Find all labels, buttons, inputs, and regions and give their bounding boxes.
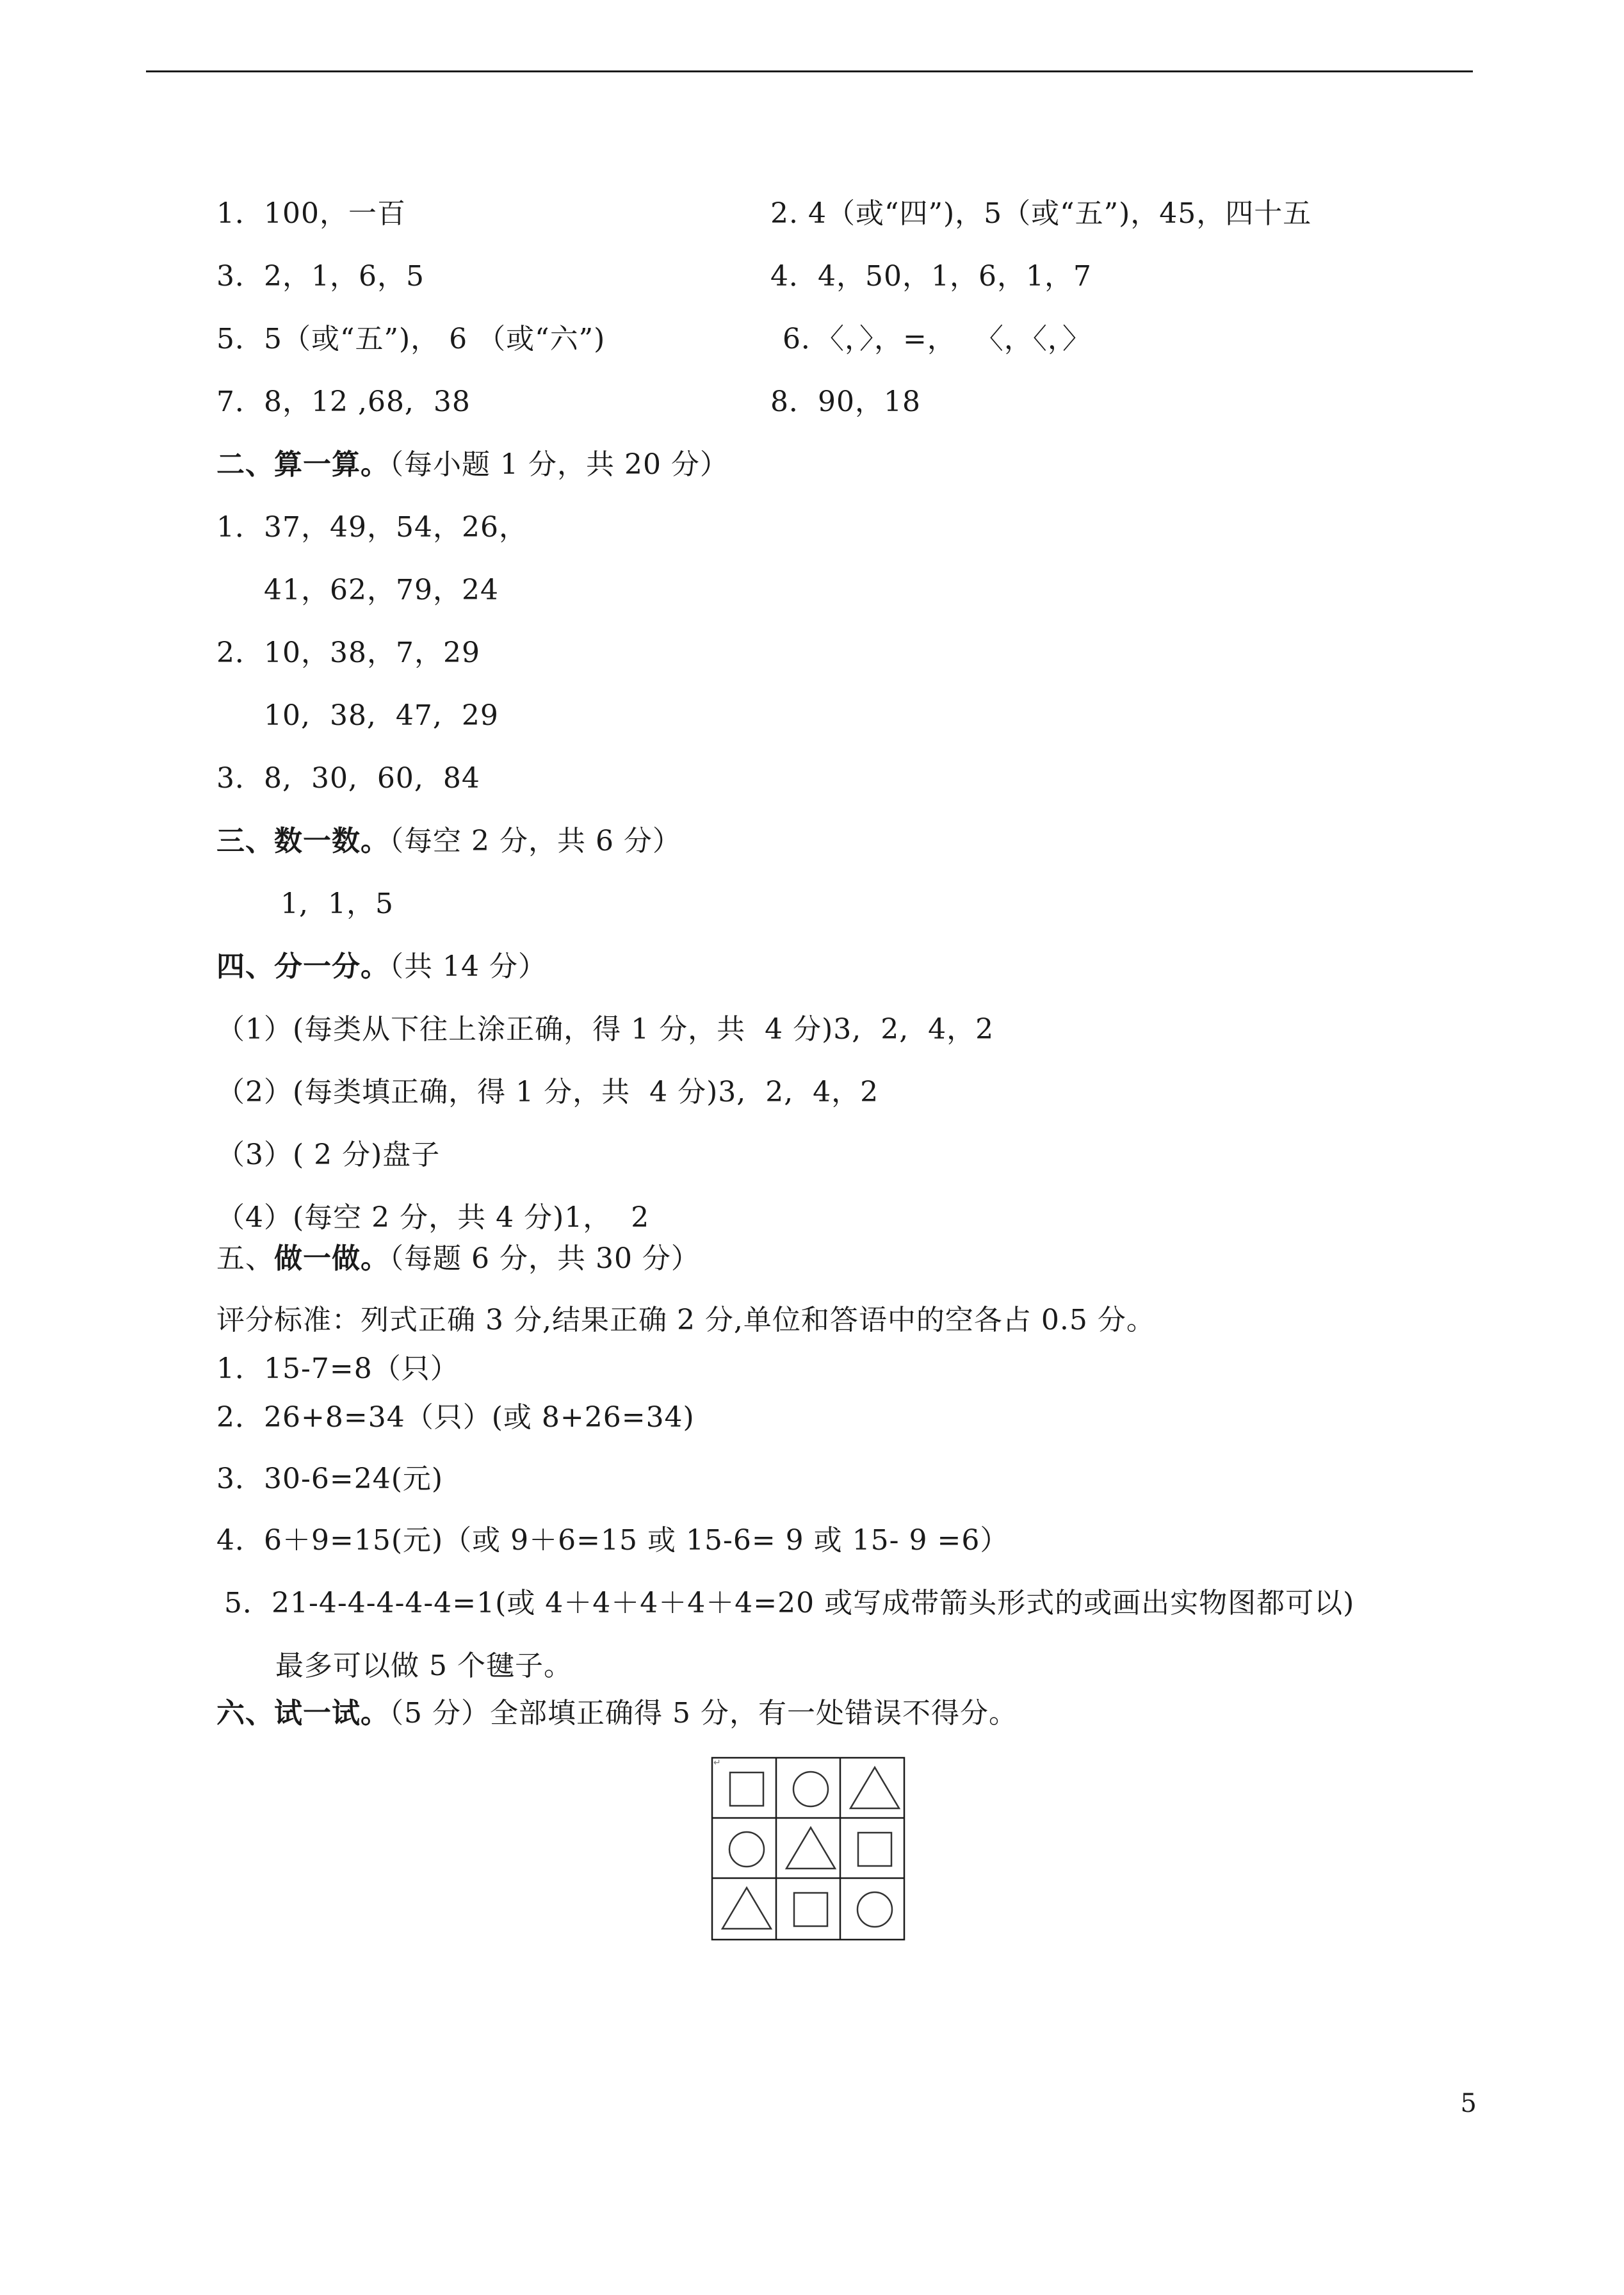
shape-grid [711,1756,905,1941]
section-2-line-3: 2．10，38，7，29 [216,637,480,669]
section-3-heading-line [216,823,681,859]
section-2-heading-line [216,447,729,483]
section-2-line-5: 3．8, 30, 60, 84 [216,762,480,795]
section-4-line-3: （3）( 2 分)盘子 [216,1139,441,1171]
answer-1-4: 4．4，50，1，6，1，7 [770,260,1092,293]
answer-1-1: 1．100，一百 [216,197,406,230]
answer-1-7: 7．8，12 ,68, 38 [216,385,471,418]
section-5-criteria: 评分标准：列式正确 3 分,结果正确 2 分,单位和答语中的空各占 0.5 分。 [216,1304,1155,1336]
square-shape-r1c1 [730,1772,763,1806]
triangle-shape-r1c3 [850,1767,899,1808]
triangle-shape-r2c2 [786,1828,835,1869]
section-2-line-2: 41，62，79，24 [264,574,499,606]
section-5-line-5: 5．21-4-4-4-4-4=1(或 4＋4＋4＋4＋4=20 或写成带箭头形式的或画出实物图都可以) [224,1587,1355,1619]
section-5-line-3: 3．30-6=24(元) [216,1463,444,1495]
section-5-line-1: 1．15-7=8（只） [216,1352,459,1385]
answer-1-8: 8．90，18 [770,385,921,418]
section-2-line-4: 10, 38, 47, 29 [264,699,499,732]
section-4-line-1: （1）(每类从下往上涂正确，得 1 分，共 4 分)3, 2, 4，2 [216,1013,995,1046]
square-shape-r2c3 [858,1833,891,1866]
section-4-line-2: （2）(每类填正确，得 1 分，共 4 分)3, 2, 4，2 [216,1076,879,1108]
section-3-note: （每空 2 分，共 6 分） [389,825,681,857]
triangle-shape-r3c1 [722,1888,771,1929]
answer-1-2: 2. 4（或“四”)，5（或“五”)，45，四十五 [770,197,1312,230]
answer-1-6: 6．〈，〉，=， 〈，〈，〉 [783,323,1091,355]
section-6-heading-line [216,1696,1018,1731]
section-2-note: （每小题 1 分，共 20 分） [389,448,729,481]
section-4-heading-line [216,949,547,985]
section-5-heading: 做一做。 [274,1242,389,1275]
section-3-line-1: 1, 1，5 [280,888,394,920]
section-6-heading: 六、试一试。 [216,1697,389,1730]
section-2-heading: 二、算一算。 [216,448,389,481]
section-5-line-2: 2．26+8=34（只）(或 8+26=34) [216,1401,695,1434]
section-5-note: （每题 6 分，共 30 分） [389,1242,700,1275]
section-2-line-1: 1．37，49，54，26， [216,511,528,544]
answer-1-5: 5．5（或“五”)， 6 （或“六”) [216,323,606,355]
section-5-line-4: 4．6＋9=15(元)（或 9＋6=15 或 15-6= 9 或 15- 9 =6） [216,1524,1009,1557]
section-5-heading-number: 五、 [216,1242,274,1275]
circle-shape-r1c2 [793,1772,828,1806]
grid-lines [712,1758,904,1940]
answer-1-3: 3．2，1，6，5 [216,260,425,293]
section-6-note: （5 分）全部填正确得 5 分，有一处错误不得分。 [389,1697,1018,1730]
square-shape-r3c2 [794,1893,827,1926]
header-rule [146,70,1473,72]
section-4-note: （共 14 分） [389,950,547,983]
circle-shape-r2c1 [729,1832,764,1867]
section-4-heading: 四、分一分。 [216,950,389,983]
section-5-heading-line [216,1241,700,1277]
section-5-line-6: 最多可以做 5 个毽子。 [275,1650,572,1682]
shape-layer [722,1767,899,1929]
page-number: 5 [1460,2089,1477,2118]
circle-shape-r3c3 [857,1892,892,1927]
paragraph-mark-icon: ↵ [713,1758,721,1768]
section-3-heading: 三、数一数。 [216,825,389,857]
section-4-line-4: （4）(每空 2 分，共 4 分)1， 2 [216,1201,650,1234]
